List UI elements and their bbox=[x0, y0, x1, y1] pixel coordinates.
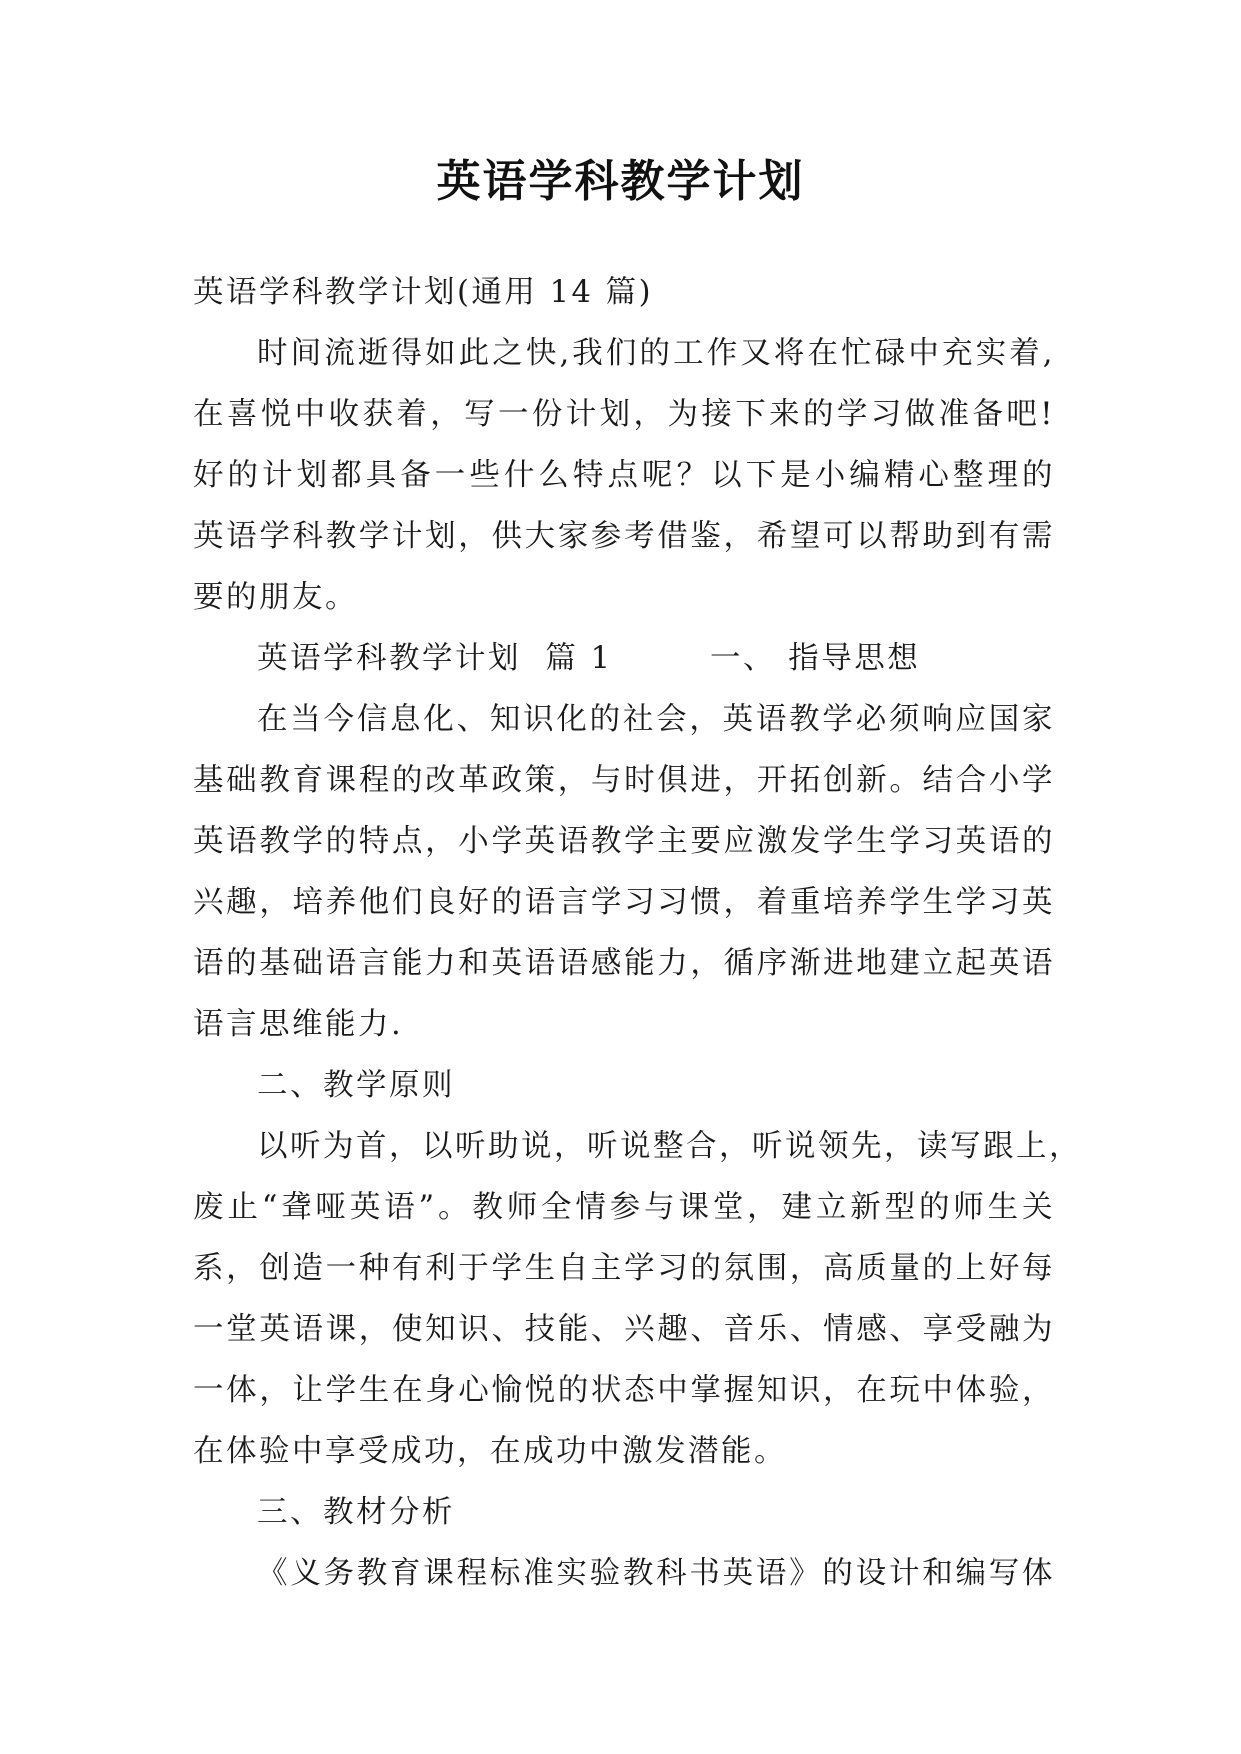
paragraph-line: 语的基础语言能力和英语语感能力，循序渐进地建立起英语 bbox=[193, 946, 1055, 981]
paragraph-line: 系，创造一种有利于学生自主学习的氛围，高质量的上好每 bbox=[193, 1251, 1055, 1286]
document-title: 英语学科教学计划 bbox=[436, 156, 805, 207]
paragraph-line: 基础教育课程的改革政策，与时俱进，开拓创新。结合小学 bbox=[193, 763, 1055, 798]
paragraph-line: 在喜悦中收获着，写一份计划，为接下来的学习做准备吧! bbox=[193, 397, 1055, 432]
section-heading: 二、教学原则 bbox=[257, 1068, 455, 1103]
paragraph-line: 《义务教育课程标准实验教科书英语》的设计和编写体 bbox=[257, 1556, 1055, 1591]
paragraph-line: 时间流逝得如此之快,我们的工作又将在忙碌中充实着, bbox=[257, 336, 1055, 371]
section-heading: 英语学科教学计划 篇 1 一、 指导思想 bbox=[257, 641, 921, 676]
paragraph-line: 废止“聋哑英语”。教师全情参与课堂，建立新型的师生关 bbox=[193, 1190, 1055, 1225]
section-heading: 三、教材分析 bbox=[257, 1495, 455, 1530]
paragraph-line: 好的计划都具备一些什么特点呢？以下是小编精心整理的 bbox=[193, 458, 1055, 493]
document-body bbox=[193, 262, 1082, 1604]
paragraph-line: 在体验中享受成功，在成功中激发潜能。 bbox=[193, 1434, 787, 1469]
paragraph-line: 英语教学的特点，小学英语教学主要应激发学生学习英语的 bbox=[193, 824, 1055, 859]
paragraph-line: 语言思维能力. bbox=[193, 1007, 404, 1042]
paragraph-line: 在当今信息化、知识化的社会，英语教学必须响应国家 bbox=[257, 702, 1055, 737]
paragraph-line: 英语学科教学计划，供大家参考借鉴，希望可以帮助到有需 bbox=[193, 519, 1055, 554]
subtitle-line: 英语学科教学计划(通用 14 篇) bbox=[193, 275, 653, 310]
paragraph-line: 以听为首，以听助说，听说整合，听说领先，读写跟上， bbox=[257, 1129, 1082, 1164]
paragraph-line: 一体，让学生在身心愉悦的状态中掌握知识，在玩中体验， bbox=[193, 1373, 1055, 1408]
paragraph-line: 一堂英语课，使知识、技能、兴趣、音乐、情感、享受融为 bbox=[193, 1312, 1055, 1347]
paragraph-line: 兴趣，培养他们良好的语言学习习惯，着重培养学生学习英 bbox=[193, 885, 1055, 920]
paragraph-line: 要的朋友。 bbox=[193, 580, 358, 615]
